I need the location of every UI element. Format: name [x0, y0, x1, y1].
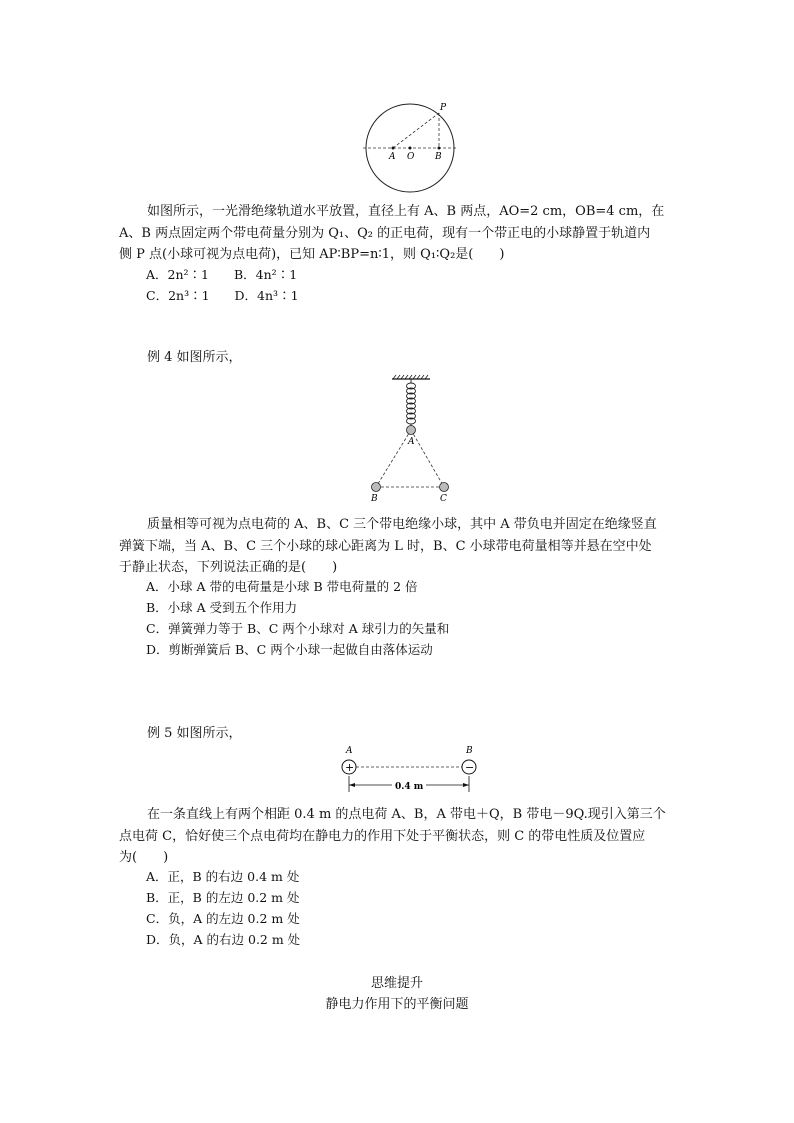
point-charges-figure	[336, 742, 484, 794]
example4-stem-line3: 于静止状态，下列说法正确的是( )	[119, 560, 338, 575]
minus-sign: −	[465, 761, 475, 774]
line-ab	[376, 430, 411, 487]
point-o	[409, 147, 412, 150]
label-a: A	[389, 152, 396, 162]
section-title: 思维提升	[370, 976, 423, 991]
label-o: O	[407, 152, 415, 162]
example5-stem-line2: 点电荷 C，恰好使三个点电荷均在静电力的作用下处于平衡状态，则 C 的带电性质及位置应	[119, 828, 646, 844]
line-ac	[411, 430, 444, 487]
problem3-stem-line1: 如图所示，一光滑绝缘轨道水平放置，直径上有 A、B 两点，AO=2 cm，OB=4 cm，在	[147, 204, 665, 219]
problem3-stem-line2: A、B 两点固定两个带电荷量分别为 Q₁、Q₂ 的正电荷，现有一个带正电的小球静置于轨道内	[119, 225, 651, 241]
example4-stem	[119, 514, 679, 579]
example5-option-a: A．正，B 的右边 0.4 m 处	[146, 869, 300, 884]
arrow-right	[463, 783, 469, 787]
example4-stem-line2: 弹簧下端，当 A、B、C 三个小球的球心距离为 L 时，B、C 小球带电荷量相等并悬在空中处	[119, 538, 652, 554]
problem3-options-row1: A．2n²∶1 B．4n²∶1	[146, 267, 298, 282]
example5-option-d: D．负，A 的右边 0.2 m 处	[146, 932, 301, 947]
example4-option-b: B．小球 A 受到五个作用力	[146, 600, 298, 615]
label-ball-b: B	[371, 494, 378, 503]
ball-c	[440, 483, 449, 492]
ceiling-hatch	[393, 375, 428, 379]
problem3-stem	[119, 201, 679, 266]
example4-option-c: C．弹簧弹力等于 B、C 两个小球对 A 球引力的矢量和	[146, 621, 450, 636]
ball-b	[372, 483, 381, 492]
label-p: P	[440, 103, 447, 113]
example4-option-a: A．小球 A 带的电荷量是小球 B 带电荷量的 2 倍	[146, 579, 418, 594]
example5-option-b: B．正，B 的左边 0.2 m 处	[146, 890, 300, 905]
label-charge-b: B	[466, 746, 473, 756]
spring	[407, 379, 416, 427]
distance-label: 0.4 m	[395, 782, 424, 792]
example5-option-c: C．负，A 的左边 0.2 m 处	[146, 911, 300, 926]
label-b: B	[435, 152, 442, 162]
label-charge-a: A	[346, 746, 353, 756]
example5-title: 例 5 如图所示，	[147, 726, 242, 741]
label-ball-a: A	[408, 437, 415, 447]
point-b	[438, 147, 441, 150]
problem3-stem-line3: 侧 P 点(小球可视为点电荷)，已知 AP∶BP=n∶1，则 Q₁∶Q₂是( )	[119, 247, 505, 262]
example5-stem	[119, 804, 679, 869]
section-subtitle: 静电力作用下的平衡问题	[325, 997, 469, 1012]
line-ap	[393, 113, 439, 148]
ball-a	[407, 426, 416, 435]
problem3-options-row2: C．2n³∶1 D．4n³∶1	[146, 288, 299, 303]
example4-title: 例 4 如图所示，	[147, 350, 242, 365]
arrow-left	[349, 783, 355, 787]
label-ball-c: C	[440, 494, 447, 503]
example4-option-d: D．剪断弹簧后 B、C 两个小球一起做自由落体运动	[146, 642, 433, 657]
example5-stem-line3: 为( )	[119, 850, 169, 865]
spring-balls-figure	[362, 373, 462, 503]
point-a	[392, 147, 395, 150]
circle-track-figure	[360, 98, 460, 198]
plus-sign: +	[345, 761, 355, 774]
example5-stem-line1: 在一条直线上有两个相距 0.4 m 的点电荷 A、B，A 带电＋Q，B 带电－9Q.现引入第三个	[147, 807, 666, 822]
example4-stem-line1: 质量相等可视为点电荷的 A、B、C 三个带电绝缘小球，其中 A 带负电并固定在绝缘竖直	[147, 517, 657, 532]
